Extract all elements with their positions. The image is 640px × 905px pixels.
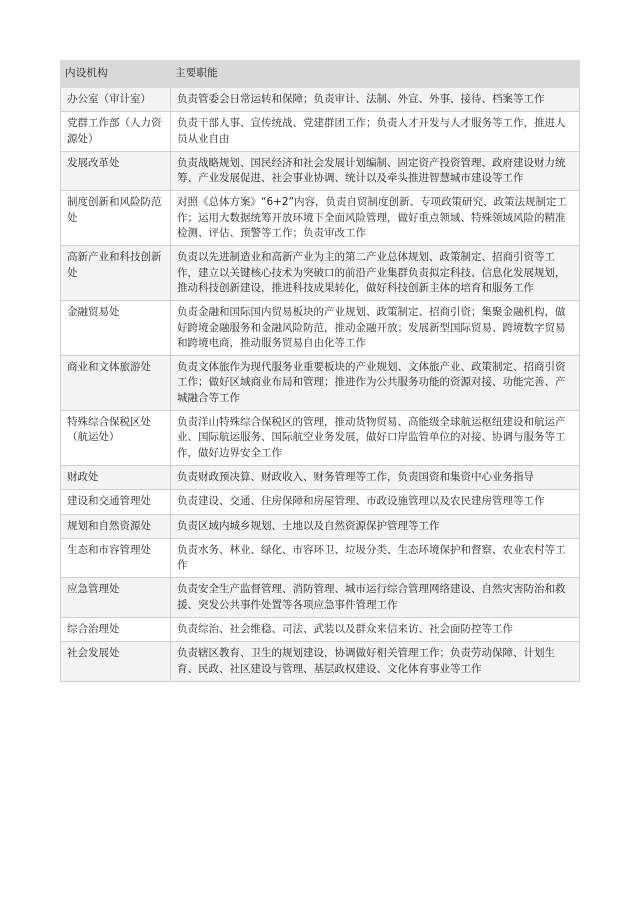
institution-duty: 负责财政预决算、财政收入、财务管理等工作，负责国资和集资中心业务指导: [171, 465, 580, 489]
institution-name: 建设和交通管理处: [61, 490, 171, 514]
institution-duty: 负责建设、交通、住房保障和房屋管理、市政设施管理以及农民建房管理等工作: [171, 490, 580, 514]
institution-name: 应急管理处: [61, 578, 171, 618]
institution-name: 特殊综合保税区处（航运处）: [61, 411, 171, 466]
table-row: [61, 490, 580, 514]
table-row: [61, 112, 580, 152]
institution-duty: 负责洋山特殊综合保税区的管理，推动货物贸易、高能级全球航运枢纽建设和航运产业、国际航运服务、国际航空业务发展，做好口岸监管单位的对接、协调与服务等工作，做好边界安全工作: [171, 411, 580, 466]
institution-name: 社会发展处: [61, 642, 171, 682]
institution-duty: 负责以先进制造业和高新产业为主的第二产业总体规划、政策制定、招商引资等工作，建立以关键核心技术为突破口的前沿产业集群负责拟定科技、信息化发展规划，推动科技创新建设，推进科技成果转化，做好科技创新主体的培育和服务工作: [171, 246, 580, 301]
table-row: [61, 301, 580, 356]
institution-table: [60, 60, 580, 682]
table-row: [61, 578, 580, 618]
table-header-row: [61, 61, 580, 88]
institution-name: 金融贸易处: [61, 301, 171, 356]
table-row: [61, 465, 580, 489]
institution-duty: 对照《总体方案》“6+2”内容，负责自贸制度创新、专项政策研究、政策法规制定工作；运用大数据统筹开放环境下全面风险管理，做好重点领域、特殊领域风险的精准检测、评估、预警等工作；负责审改工作: [171, 191, 580, 246]
institution-name: 综合治理处: [61, 618, 171, 642]
institution-name: 发展改革处: [61, 151, 171, 191]
table-row: [61, 246, 580, 301]
table-row: [61, 618, 580, 642]
institution-duty: 负责战略规划、国民经济和社会发展计划编制、固定资产投资管理、政府建设财力统筹、产业发展促进、社会事业协调、统计以及牵头推进智慧城市建设等工作: [171, 151, 580, 191]
institution-duty: 负责管委会日常运转和保障；负责审计、法制、外宣、外事、接待、档案等工作: [171, 88, 580, 112]
table-row: [61, 642, 580, 682]
table-row: [61, 538, 580, 578]
institution-duty: 负责干部人事、宣传统战、党建群团工作；负责人才开发与人才服务等工作，推进人员从业自由: [171, 112, 580, 152]
institution-duty: 负责综治、社会维稳、司法、武装以及群众来信来访、社会面防控等工作: [171, 618, 580, 642]
table-row: [61, 88, 580, 112]
table-row: [61, 191, 580, 246]
institution-duty: 负责区域内城乡规划、土地以及自然资源保护管理等工作: [171, 514, 580, 538]
institution-duty: 负责水务、林业、绿化、市容环卫、垃圾分类、生态环境保护和督察、农业农村等工作: [171, 538, 580, 578]
table-row: [61, 356, 580, 411]
header-main-duty: 主要职能: [171, 61, 580, 88]
institution-name: 规划和自然资源处: [61, 514, 171, 538]
institution-duty: 负责安全生产监督管理、消防管理、城市运行综合管理网络建设、自然灾害防治和救援、突发公共事件处置等各项应急事件管理工作: [171, 578, 580, 618]
institution-duty: 负责辖区教育、卫生的规划建设，协调做好相关管理工作；负责劳动保障、计划生育、民政、社区建设与管理、基层政权建设、文化体育事业等工作: [171, 642, 580, 682]
institution-name: 高新产业和科技创新处: [61, 246, 171, 301]
table-row: [61, 411, 580, 466]
table-row: [61, 151, 580, 191]
institution-name: 党群工作部（人力资源处）: [61, 112, 171, 152]
institution-name: 生态和市容管理处: [61, 538, 171, 578]
institution-name: 制度创新和风险防范处: [61, 191, 171, 246]
institution-name: 商业和文体旅游处: [61, 356, 171, 411]
institution-name: 办公室（审计室）: [61, 88, 171, 112]
table-row: [61, 514, 580, 538]
institution-duty: 负责文体旅作为现代服务业重要板块的产业规划、文体旅产业、政策制定、招商引资工作；做好区域商业布局和管理；推进作为公共服务功能的资源对接、功能完善、产城融合等工作: [171, 356, 580, 411]
institution-name: 财政处: [61, 465, 171, 489]
institution-duty: 负责金融和国际国内贸易板块的产业规划、政策制定、招商引资；集聚金融机构，做好跨境金融服务和金融风险防范，推动金融开放；发展新型国际贸易、跨境数字贸易和跨境电商，推动服务贸易自由化等工作: [171, 301, 580, 356]
header-institution: 内设机构: [61, 61, 171, 88]
